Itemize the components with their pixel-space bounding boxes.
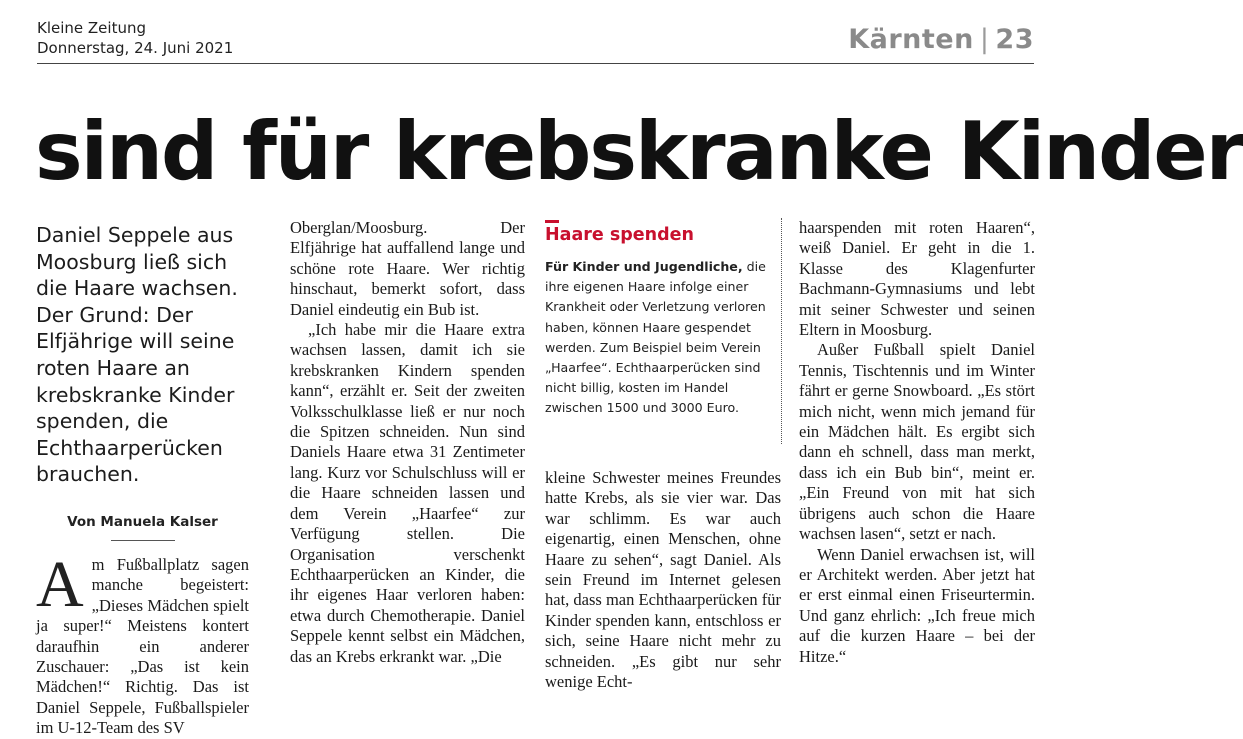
article-headline: sind für krebskranke Kinder xyxy=(35,105,1243,198)
info-box-accent-bar xyxy=(545,220,559,223)
paragraph-text: m Fußballplatz sagen manche begeistert: „Dieses Mädchen spielt ja super!“ Meistens kontert daraufhin ein anderer Zuschauer: „Das ist kein Mädchen!“ Richtig. Das ist Daniel Seppele, Fußballspieler im U-12-Team des SV xyxy=(36,554,249,738)
article-lead: Daniel Seppele aus Moosburg ließ sich die Haare wachsen. Der Grund: Der Elfjährige will seine roten Haare an krebskranke Kinder spenden, die Echthaarperücken brauchen. xyxy=(36,223,238,487)
section-header xyxy=(848,24,1034,55)
byline-divider xyxy=(111,540,175,541)
byline: Von Manuela Kalser xyxy=(67,513,218,530)
info-box-lead: Für Kinder und Jugendliche, xyxy=(545,259,743,274)
issue-date: Donnerstag, 24. Juni 2021 xyxy=(37,39,234,57)
column-2 xyxy=(290,218,525,667)
newspaper-name: Kleine Zeitung xyxy=(37,19,146,37)
column-1 xyxy=(36,218,249,739)
paragraph: Wenn Daniel erwachsen ist, will er Architekt werden. Aber jetzt hat er erst einmal einen Friseurtermin. Und ganz ehrlich: „Ich freue mich auf die kurzen Haare – bei der Hitze.“ xyxy=(799,544,1035,666)
info-box-title: Haare spenden xyxy=(545,225,694,245)
column-3-body xyxy=(545,468,781,692)
paragraph: haarspenden mit roten Haaren“, weiß Daniel. Er geht in die 1. Klasse des Klagenfurter Bachmann-Gymnasiums und lebt mit seiner Schwester und seinen Eltern in Moosburg. xyxy=(799,218,1035,340)
column-1-body xyxy=(36,547,249,739)
column-2-body xyxy=(290,218,525,667)
info-box xyxy=(545,218,782,444)
masthead xyxy=(37,18,233,58)
paragraph: kleine Schwester meines Freundes hatte Krebs, als sie vier war. Das war schlimm. Es war auch eigenartig, einen Menschen, ohne Haare zu sehen“, sagt Daniel. Als sein Freund im Internet gelesen hat, dass man Echthaarperücken für Kinder spenden kann, entschloss er sich, seine Haare nicht mehr zu schneiden. „Es gibt nur sehr wenige Echt- xyxy=(545,468,781,692)
paragraph: „Ich habe mir die Haare extra wachsen lassen, damit ich sie krebskranken Kindern spenden kann“, erzählt er. Seit der zweiten Volksschulklasse ließ er nur noch die Spitzen schneiden. Nun sind Daniels Haare etwa 31 Zentimeter lang. Kurz vor Schulschluss will er die Haare schneiden lassen und dem Verein „Haarfee“ zur Verfügung stellen. Die Organisation verschenkt Echthaarperücken an Kinder, die ihr eigenes Haar verloren haben: etwa durch Chemotherapie. Daniel Seppele kennt selbst ein Mädchen, das an Krebs erkrankt war. „Die xyxy=(290,320,525,666)
paragraph: Außer Fußball spielt Daniel Tennis, Tischtennis und im Winter fährt er gerne Snowboard. „Es stört mich nicht, wenn mich jemand für ein Mädchen hält. Es ergibt sich dann eh schnell, dass man merkt, dass ich ein Bub bin“, meint er. „Ein Freund von mit hat sich übrigens auch schon die Haare wachsen lasen“, setzt er nach. xyxy=(799,340,1035,544)
paragraph: Oberglan/Moosburg. Der Elfjährige hat auffallend lange und schöne rote Haare. Wer richtig hinschaut, bemerkt sofort, dass Daniel eindeutig ein Bub ist. xyxy=(290,218,525,319)
column-4-body xyxy=(799,218,1035,667)
info-box-text xyxy=(545,257,781,419)
section-name: Kärnten xyxy=(848,24,974,55)
header-divider xyxy=(37,63,1034,64)
column-4 xyxy=(799,218,1035,667)
paragraph xyxy=(36,547,249,739)
section-separator: | xyxy=(979,24,990,55)
drop-cap: A xyxy=(36,547,84,621)
page-number: 23 xyxy=(995,24,1034,55)
info-box-body: die ihre eigenen Haare infolge einer Krankheit oder Verletzung verloren haben, können Haare gespendet werden. Zum Beispiel beim Verein „Haarfee“. Echthaarperücken sind nicht billig, kosten im Handel zwischen 1500 und 3000 Euro. xyxy=(545,259,766,416)
